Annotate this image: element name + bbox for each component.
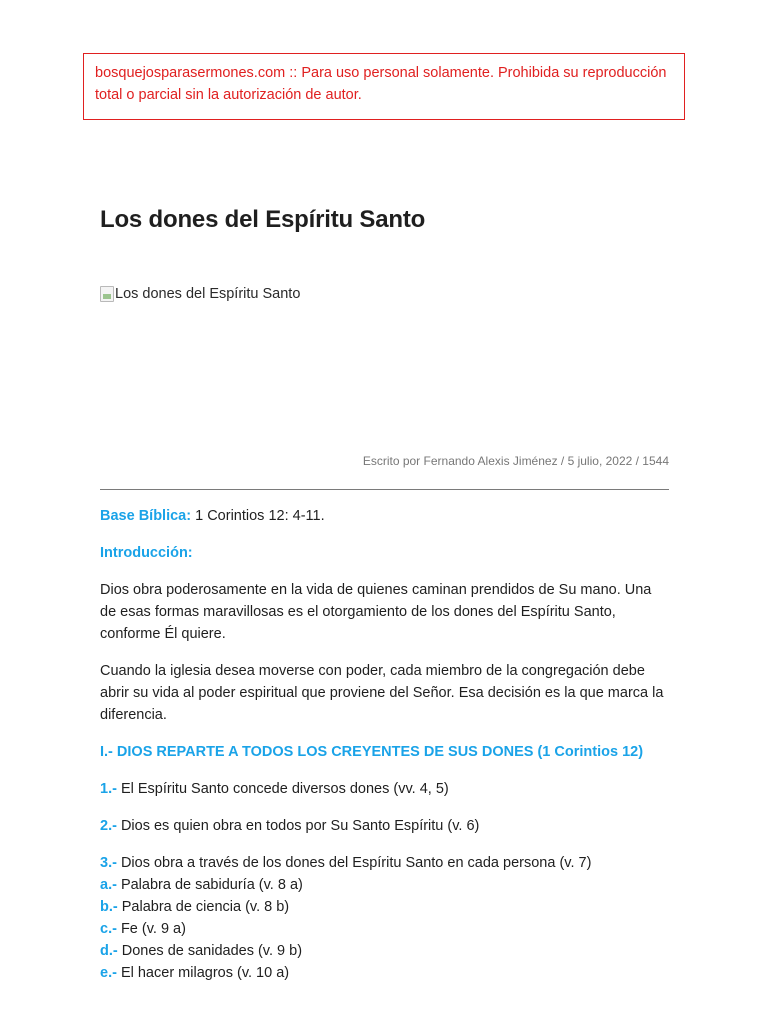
sub-item-text: El hacer milagros (v. 10 a) — [116, 965, 290, 981]
list-item — [100, 778, 669, 800]
sub-item-label: d.- — [100, 943, 118, 959]
divider — [100, 489, 669, 490]
page-title: Los dones del Espíritu Santo — [100, 206, 426, 233]
biblical-base-label: Base Bíblica: — [100, 508, 192, 524]
sub-item-label: a.- — [100, 877, 117, 893]
article-content — [100, 505, 669, 984]
sub-item-label: b.- — [100, 899, 118, 915]
copyright-notice-text: bosquejosparasermones.com :: Para uso personal solamente. Prohibida su reproducción total o parcial sin la autorización de autor. — [95, 65, 667, 103]
sub-item-text: Fe (v. 9 a) — [116, 921, 186, 937]
sub-item-text: Palabra de ciencia (v. 8 b) — [117, 899, 290, 915]
list-item-label: 2.- — [100, 818, 117, 834]
sub-item-label: c.- — [100, 921, 117, 937]
list-item-text: El Espíritu Santo concede diversos dones (vv. 4, 5) — [116, 781, 449, 797]
paragraph: Dios obra poderosamente en la vida de quienes caminan prendidos de Su mano. Una de esas formas maravillosas es el otorgamiento de los dones del Espíritu Santo, conforme Él quiere. — [100, 582, 652, 642]
broken-image-icon — [100, 286, 114, 302]
article-meta: Escrito por Fernando Alexis Jiménez / 5 julio, 2022 / 1544 — [362, 454, 669, 468]
featured-image-alt-text: Los dones del Espíritu Santo — [115, 286, 301, 302]
featured-image — [100, 286, 300, 302]
list-item — [100, 815, 669, 837]
copyright-notice — [83, 53, 685, 120]
list-item — [100, 852, 669, 984]
list-item-label: 3.- — [100, 855, 117, 871]
list-item-text: Dios obra a través de los dones del Espíritu Santo en cada persona (v. 7) — [116, 855, 592, 871]
biblical-base — [100, 505, 669, 527]
section-heading: I.- DIOS REPARTE A TODOS LOS CREYENTES DE SUS DONES (1 Corintios 12) — [100, 744, 644, 760]
sub-item-text: Palabra de sabiduría (v. 8 a) — [116, 877, 303, 893]
list-item-label: 1.- — [100, 781, 117, 797]
intro-heading: Introducción: — [100, 545, 193, 561]
sub-item-label: e.- — [100, 965, 117, 981]
sub-item-text: Dones de sanidades (v. 9 b) — [117, 943, 303, 959]
list-item-text: Dios es quien obra en todos por Su Santo Espíritu (v. 6) — [116, 818, 480, 834]
biblical-base-text: 1 Corintios 12: 4-11. — [191, 508, 325, 524]
paragraph: Cuando la iglesia desea moverse con poder, cada miembro de la congregación debe abrir su vida al poder espiritual que proviene del Señor. Esa decisión es la que marca la diferencia. — [100, 663, 664, 723]
